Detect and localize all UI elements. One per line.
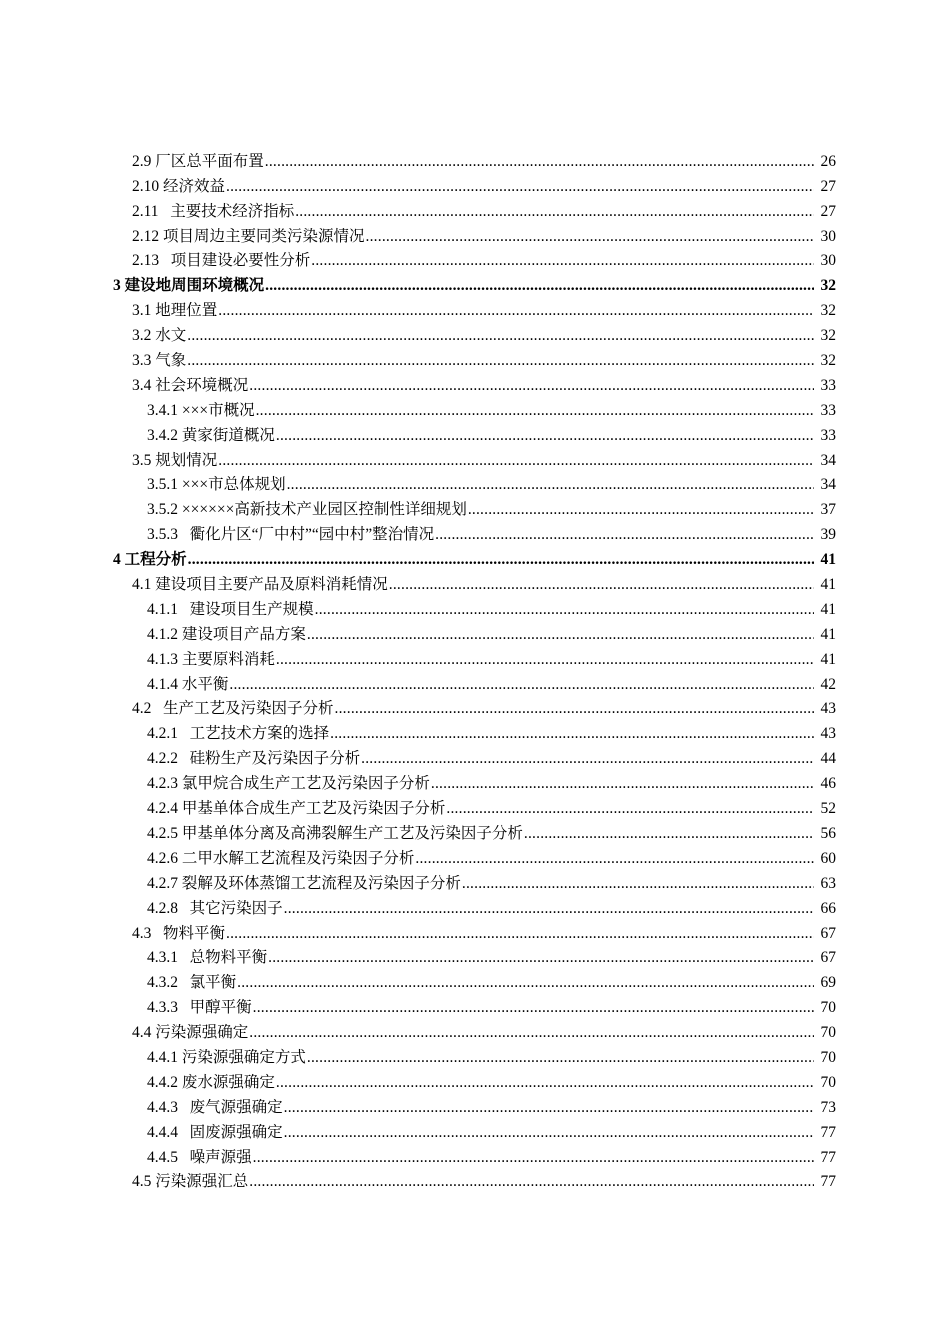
toc-dot-leader <box>265 153 814 171</box>
toc-entry[interactable] <box>0 1170 950 1195</box>
toc-entry-title: 污染源强汇总 <box>155 1173 249 1191</box>
toc-dot-leader <box>284 1124 814 1142</box>
toc-entry-number: 3.1 <box>132 302 156 320</box>
toc-entry[interactable] <box>0 174 950 199</box>
toc-entry[interactable] <box>0 323 950 348</box>
toc-entry[interactable] <box>0 622 950 647</box>
toc-entry-page-number: 27 <box>820 202 836 220</box>
toc-entry-page-number: 73 <box>820 1098 836 1116</box>
toc-entry-number: 2.10 <box>132 177 163 195</box>
toc-entry-page-number: 33 <box>820 401 836 419</box>
toc-entry-number: 4.4 <box>132 1024 156 1042</box>
toc-dot-leader <box>229 676 814 694</box>
toc-dot-leader <box>253 1149 814 1167</box>
toc-entry-number: 4.2.1 <box>147 725 190 743</box>
toc-entry-number: 4.1.2 <box>147 625 182 643</box>
toc-entry-page-number: 33 <box>820 376 836 394</box>
toc-entry[interactable] <box>0 871 950 896</box>
toc-entry[interactable] <box>0 672 950 697</box>
toc-entry-title: 污染源强确定 <box>155 1024 249 1042</box>
toc-entry-page-number: 70 <box>820 1073 836 1091</box>
toc-entry-number: 4.2.3 <box>147 775 182 793</box>
table-of-contents <box>0 149 950 1194</box>
toc-entry-number: 3.5 <box>132 451 156 469</box>
toc-entry-title: 主要技术经济指标 <box>170 202 295 220</box>
toc-entry-title: 厂区总平面布置 <box>155 152 264 170</box>
toc-entry-page-number: 32 <box>820 352 836 370</box>
toc-entry-title: 衢化片区“厂中村”“园中村”整治情况 <box>189 526 435 544</box>
toc-entry[interactable] <box>0 821 950 846</box>
toc-entry-number: 4.3.2 <box>147 974 190 992</box>
toc-entry-page-number: 26 <box>820 152 836 170</box>
toc-entry-title: 社会环境概况 <box>155 376 249 394</box>
toc-entry-title: 其它污染因子 <box>189 899 283 917</box>
toc-dot-leader <box>256 402 814 420</box>
toc-entry-title: ×××市总体规划 <box>181 476 286 494</box>
toc-entry[interactable] <box>0 697 950 722</box>
toc-entry-page-number: 30 <box>820 227 836 245</box>
toc-entry-number: 3 <box>113 277 125 295</box>
toc-entry-title: 甲基单体分离及高沸裂解生产工艺及污染因子分析 <box>181 824 523 842</box>
toc-entry-page-number: 70 <box>820 1024 836 1042</box>
toc-entry-number: 4.1.3 <box>147 650 182 668</box>
toc-dot-leader <box>415 850 814 868</box>
toc-entry-title: 规划情况 <box>155 451 218 469</box>
toc-entry-title: 固废源强确定 <box>189 1123 283 1141</box>
toc-entry-title: 主要原料消耗 <box>181 650 275 668</box>
toc-entry[interactable] <box>0 473 950 498</box>
toc-entry-title: 硅粉生产及污染因子分析 <box>189 750 361 768</box>
toc-dot-leader <box>265 277 814 295</box>
toc-entry-page-number: 34 <box>820 451 836 469</box>
toc-entry-page-number: 69 <box>820 974 836 992</box>
toc-entry[interactable] <box>0 224 950 249</box>
toc-entry-number: 4 <box>113 551 125 569</box>
toc-entry-title: 建设项目生产规模 <box>189 600 314 618</box>
toc-entry-page-number: 42 <box>820 675 836 693</box>
toc-entry-number: 4.2.6 <box>147 849 182 867</box>
toc-entry-number: 3.4.2 <box>147 426 182 444</box>
toc-dot-leader <box>361 750 814 768</box>
toc-entry-page-number: 56 <box>820 824 836 842</box>
toc-entry-title: 气象 <box>155 352 187 370</box>
toc-entry-title: 甲醇平衡 <box>189 999 252 1017</box>
toc-entry-number: 3.2 <box>132 327 156 345</box>
toc-entry-number: 2.11 <box>132 202 171 220</box>
toc-dot-leader <box>431 775 814 793</box>
toc-dot-leader <box>249 1173 814 1191</box>
toc-entry[interactable] <box>0 921 950 946</box>
toc-entry-title: ×××市概况 <box>181 401 255 419</box>
toc-entry-number: 4.1 <box>132 576 156 594</box>
toc-entry[interactable] <box>0 423 950 448</box>
toc-entry[interactable] <box>0 572 950 597</box>
toc-entry-number: 4.4.4 <box>147 1123 190 1141</box>
toc-dot-leader <box>389 576 814 594</box>
toc-entry-title: 经济效益 <box>163 177 226 195</box>
toc-entry-page-number: 66 <box>820 899 836 917</box>
toc-dot-leader <box>307 626 814 644</box>
toc-entry-number: 2.13 <box>132 252 171 270</box>
toc-entry-title: 建设地周围环境概况 <box>124 277 265 295</box>
toc-entry-number: 4.4.1 <box>147 1048 182 1066</box>
toc-dot-leader <box>295 203 814 221</box>
toc-entry[interactable] <box>0 1070 950 1095</box>
toc-entry-title: 甲基单体合成生产工艺及污染因子分析 <box>181 800 446 818</box>
toc-entry[interactable] <box>0 522 950 547</box>
toc-entry-page-number: 67 <box>820 924 836 942</box>
toc-entry[interactable] <box>0 547 950 572</box>
toc-entry-number: 3.5.3 <box>147 526 190 544</box>
toc-entry-title: 项目周边主要同类污染源情况 <box>163 227 365 245</box>
toc-entry-page-number: 33 <box>820 426 836 444</box>
toc-dot-leader <box>276 651 814 669</box>
toc-entry[interactable] <box>0 1095 950 1120</box>
toc-entry[interactable] <box>0 273 950 298</box>
toc-dot-leader <box>276 427 814 445</box>
toc-dot-leader <box>237 974 814 992</box>
toc-entry-number: 4.2.7 <box>147 874 182 892</box>
toc-entry-title: 黄家街道概况 <box>181 426 275 444</box>
toc-entry-number: 4.3.3 <box>147 999 190 1017</box>
toc-entry-number: 4.2.4 <box>147 800 182 818</box>
toc-entry-page-number: 41 <box>820 576 836 594</box>
toc-dot-leader <box>276 1074 814 1092</box>
toc-entry-page-number: 46 <box>820 775 836 793</box>
toc-entry-page-number: 44 <box>820 750 836 768</box>
toc-entry-page-number: 67 <box>820 949 836 967</box>
toc-entry-number: 4.2.2 <box>147 750 190 768</box>
toc-entry[interactable] <box>0 249 950 274</box>
toc-entry-number: 4.5 <box>132 1173 156 1191</box>
toc-dot-leader <box>268 949 814 967</box>
toc-entry-title: 建设项目主要产品及原料消耗情况 <box>155 576 388 594</box>
toc-entry[interactable] <box>0 398 950 423</box>
toc-entry-number: 3.5.1 <box>147 476 182 494</box>
toc-entry[interactable] <box>0 298 950 323</box>
toc-entry-page-number: 60 <box>820 849 836 867</box>
toc-dot-leader <box>226 178 814 196</box>
toc-entry-title: 氯平衡 <box>189 974 237 992</box>
toc-dot-leader <box>446 800 814 818</box>
toc-dot-leader <box>287 476 814 494</box>
toc-entry-page-number: 77 <box>820 1173 836 1191</box>
toc-entry-page-number: 39 <box>820 526 836 544</box>
toc-entry[interactable] <box>0 448 950 473</box>
toc-entry-title: 工程分析 <box>124 551 187 569</box>
toc-entry-page-number: 32 <box>820 327 836 345</box>
toc-entry-page-number: 41 <box>820 600 836 618</box>
toc-entry-number: 4.3.1 <box>147 949 190 967</box>
toc-dot-leader <box>524 825 814 843</box>
toc-entry[interactable] <box>0 149 950 174</box>
toc-entry-number: 2.12 <box>132 227 163 245</box>
toc-entry[interactable] <box>0 647 950 672</box>
toc-entry-title: 建设项目产品方案 <box>181 625 306 643</box>
toc-dot-leader <box>307 1049 814 1067</box>
toc-dot-leader <box>315 601 814 619</box>
toc-entry-title: 物料平衡 <box>163 924 226 942</box>
toc-entry[interactable] <box>0 1145 950 1170</box>
toc-entry-title: 噪声源强 <box>189 1148 252 1166</box>
toc-entry-number: 3.4 <box>132 376 156 394</box>
toc-entry-page-number: 52 <box>820 800 836 818</box>
toc-entry-title: 生产工艺及污染因子分析 <box>163 700 334 718</box>
toc-entry-title: 氯甲烷合成生产工艺及污染因子分析 <box>181 775 430 793</box>
toc-dot-leader <box>253 999 814 1017</box>
toc-entry-page-number: 32 <box>820 302 836 320</box>
toc-dot-leader <box>462 875 814 893</box>
toc-entry-number: 4.4.2 <box>147 1073 182 1091</box>
toc-dot-leader <box>218 452 814 470</box>
toc-entry-page-number: 77 <box>820 1123 836 1141</box>
toc-entry[interactable] <box>0 796 950 821</box>
toc-entry-number: 3.3 <box>132 352 156 370</box>
toc-entry-number: 3.5.2 <box>147 501 182 519</box>
toc-entry-title: 地理位置 <box>155 302 218 320</box>
toc-dot-leader <box>187 352 814 370</box>
toc-dot-leader <box>226 925 814 943</box>
toc-entry[interactable] <box>0 946 950 971</box>
toc-entry-title: 水文 <box>155 327 187 345</box>
toc-dot-leader <box>311 252 814 270</box>
toc-entry-page-number: 41 <box>820 650 836 668</box>
toc-entry-number: 4.2 <box>132 700 163 718</box>
toc-dot-leader <box>188 551 814 569</box>
toc-entry-title: 项目建设必要性分析 <box>170 252 311 270</box>
toc-entry-page-number: 30 <box>820 252 836 270</box>
toc-entry-number: 4.2.8 <box>147 899 190 917</box>
toc-entry-title: ××××××高新技术产业园区控制性详细规划 <box>181 501 467 519</box>
toc-entry-page-number: 32 <box>820 277 836 295</box>
toc-entry-title: 总物料平衡 <box>189 949 268 967</box>
toc-entry-title: 污染源强确定方式 <box>181 1048 306 1066</box>
toc-entry[interactable] <box>0 1120 950 1145</box>
toc-entry[interactable] <box>0 721 950 746</box>
toc-dot-leader <box>249 377 814 395</box>
toc-entry[interactable] <box>0 970 950 995</box>
toc-entry-number: 4.3 <box>132 924 163 942</box>
toc-entry-number: 2.9 <box>132 152 156 170</box>
toc-entry-page-number: 77 <box>820 1148 836 1166</box>
toc-dot-leader <box>284 1099 814 1117</box>
toc-entry-page-number: 63 <box>820 874 836 892</box>
toc-entry-page-number: 70 <box>820 1048 836 1066</box>
toc-entry[interactable] <box>0 348 950 373</box>
toc-entry-page-number: 43 <box>820 700 836 718</box>
toc-entry[interactable] <box>0 995 950 1020</box>
toc-dot-leader <box>468 501 814 519</box>
toc-entry[interactable] <box>0 373 950 398</box>
toc-entry[interactable] <box>0 1045 950 1070</box>
toc-entry-number: 4.2.5 <box>147 824 182 842</box>
toc-entry-page-number: 70 <box>820 999 836 1017</box>
toc-entry-title: 废气源强确定 <box>189 1098 283 1116</box>
toc-entry-page-number: 41 <box>820 551 836 569</box>
toc-entry[interactable] <box>0 497 950 522</box>
toc-entry-page-number: 34 <box>820 476 836 494</box>
toc-entry-title: 裂解及环体蒸馏工艺流程及污染因子分析 <box>181 874 461 892</box>
toc-dot-leader <box>284 900 814 918</box>
toc-entry[interactable] <box>0 597 950 622</box>
toc-entry[interactable] <box>0 771 950 796</box>
toc-dot-leader <box>435 526 814 544</box>
toc-dot-leader <box>335 700 814 718</box>
toc-dot-leader <box>249 1024 814 1042</box>
toc-entry-title: 水平衡 <box>181 675 229 693</box>
toc-entry-title: 二甲水解工艺流程及污染因子分析 <box>181 849 415 867</box>
toc-entry[interactable] <box>0 846 950 871</box>
toc-entry[interactable] <box>0 896 950 921</box>
toc-entry-page-number: 37 <box>820 501 836 519</box>
toc-entry-page-number: 43 <box>820 725 836 743</box>
toc-dot-leader <box>366 228 814 246</box>
toc-entry-title: 工艺技术方案的选择 <box>189 725 330 743</box>
toc-entry[interactable] <box>0 199 950 224</box>
toc-entry-number: 4.4.3 <box>147 1098 190 1116</box>
toc-entry-number: 4.1.1 <box>147 600 190 618</box>
toc-dot-leader <box>330 725 814 743</box>
toc-dot-leader <box>218 302 814 320</box>
toc-entry[interactable] <box>0 1020 950 1045</box>
toc-entry-page-number: 41 <box>820 625 836 643</box>
toc-entry-number: 4.1.4 <box>147 675 182 693</box>
toc-entry-page-number: 27 <box>820 177 836 195</box>
toc-dot-leader <box>187 327 814 345</box>
toc-entry-number: 4.4.5 <box>147 1148 190 1166</box>
toc-entry-title: 废水源强确定 <box>181 1073 275 1091</box>
toc-entry-number: 3.4.1 <box>147 401 182 419</box>
toc-entry[interactable] <box>0 746 950 771</box>
